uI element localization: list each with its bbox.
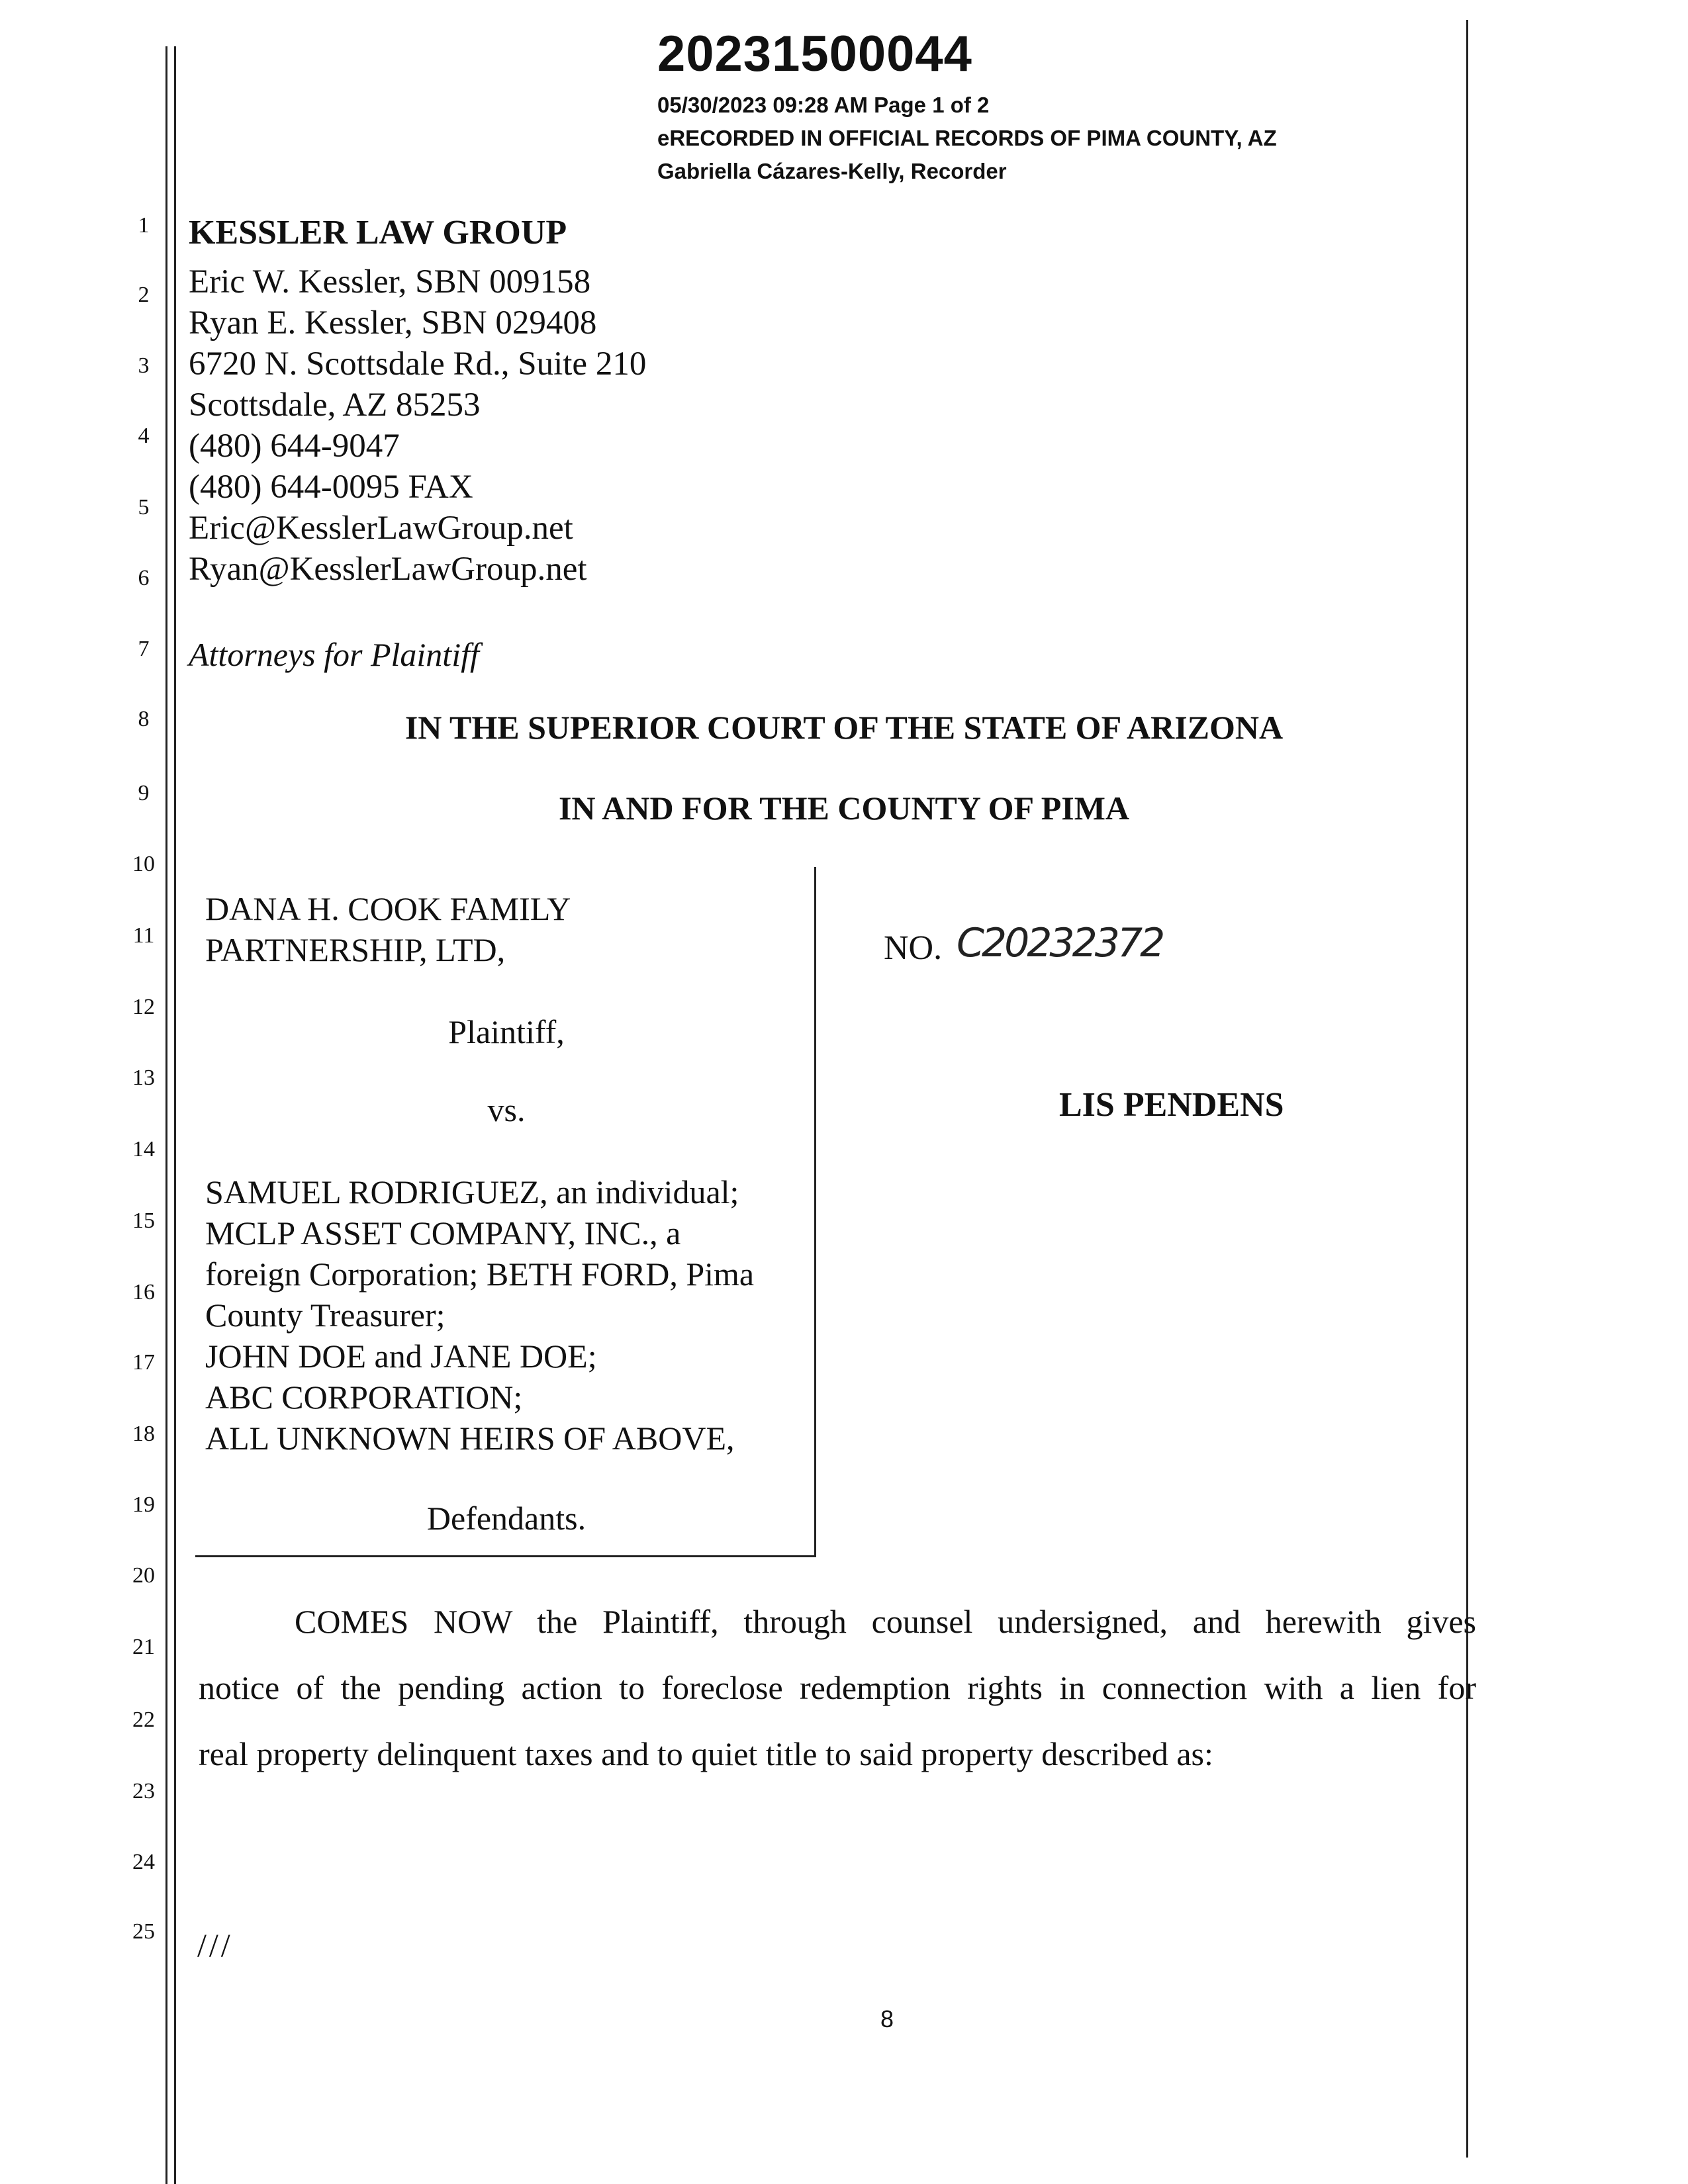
recorder-name: Gabriella Cázares-Kelly, Recorder [657, 159, 1007, 183]
left-margin-rule-outer [165, 46, 167, 2184]
line-number: 12 [132, 995, 155, 1019]
firm-name: KESSLER LAW GROUP [189, 214, 567, 251]
line-number: 13 [132, 1066, 155, 1090]
left-margin-rule-inner [174, 46, 176, 2184]
line-number: 20 [132, 1563, 155, 1588]
line-number: 15 [132, 1208, 155, 1233]
attorney-line: Eric W. Kessler, SBN 009158 [189, 263, 591, 300]
body-paragraph-line: notice of the pending action to foreclose redemption rights in connection with a lien for [199, 1669, 1476, 1706]
body-paragraph-line: COMES NOW the Plaintiff, through counsel undersigned, and herewith gives [295, 1603, 1476, 1640]
right-margin-rule [1466, 20, 1468, 2158]
line-number: 9 [138, 781, 150, 805]
line-number: 25 [132, 1919, 155, 1944]
court-county: IN AND FOR THE COUNTY OF PIMA [558, 790, 1130, 827]
line-number: 17 [132, 1350, 155, 1375]
line-number: 21 [132, 1635, 155, 1659]
attorney-role: Attorneys for Plaintiff [189, 636, 479, 673]
attorney-line: Ryan E. Kessler, SBN 029408 [189, 304, 597, 341]
line-number: 8 [138, 707, 150, 731]
line-number: 2 [138, 283, 150, 307]
attorney-email: Eric@KesslerLawGroup.net [189, 510, 573, 547]
caption-divider-vertical [814, 867, 816, 1557]
line-number: 14 [132, 1137, 155, 1161]
line-number: 4 [138, 424, 150, 448]
defendant-line: ALL UNKNOWN HEIRS OF ABOVE, [205, 1420, 735, 1457]
line-number: 6 [138, 566, 150, 590]
attorney-email: Ryan@KesslerLawGroup.net [189, 551, 587, 588]
case-number-label: NO. [884, 929, 943, 967]
caption-divider-horizontal [195, 1555, 816, 1557]
attorney-line: (480) 644-0095 FAX [189, 469, 473, 506]
line-number: 1 [138, 213, 150, 238]
body-paragraph-line: real property delinquent taxes and to quiet title to said property described as: [199, 1735, 1213, 1772]
line-number: 10 [132, 852, 155, 876]
line-number: 24 [132, 1850, 155, 1874]
recording-office: eRECORDED IN OFFICIAL RECORDS OF PIMA COUNTY, AZ [657, 126, 1277, 150]
plaintiff-name: DANA H. COOK FAMILY [205, 890, 571, 927]
defendant-line: County Treasurer; [205, 1297, 445, 1334]
plaintiff-name: PARTNERSHIP, LTD, [205, 931, 506, 968]
continuation-marker: /// [197, 1927, 233, 1964]
attorney-line: Scottsdale, AZ 85253 [189, 387, 481, 424]
line-number: 11 [132, 923, 155, 948]
page-number: 8 [880, 2005, 894, 2032]
attorney-line: (480) 644-9047 [189, 428, 400, 465]
line-number: 19 [132, 1492, 155, 1517]
plaintiff-label: Plaintiff, [448, 1013, 565, 1050]
line-number: 22 [132, 1707, 155, 1732]
defendant-line: SAMUEL RODRIGUEZ, an individual; [205, 1173, 739, 1210]
defendant-line: MCLP ASSET COMPANY, INC., a [205, 1214, 681, 1251]
defendant-line: foreign Corporation; BETH FORD, Pima [205, 1255, 755, 1293]
case-number-handwritten: C20232372 [957, 920, 1163, 966]
line-number: 23 [132, 1779, 155, 1803]
document-title: LIS PENDENS [1059, 1086, 1284, 1124]
recording-number: 20231500044 [657, 26, 972, 82]
court-title: IN THE SUPERIOR COURT OF THE STATE OF ARIZONA [404, 709, 1284, 746]
line-number: 5 [138, 495, 150, 520]
line-number: 3 [138, 353, 150, 378]
line-number: 16 [132, 1280, 155, 1304]
attorney-line: 6720 N. Scottsdale Rd., Suite 210 [189, 345, 647, 383]
versus-label: vs. [487, 1091, 526, 1128]
defendant-line: JOHN DOE and JANE DOE; [205, 1338, 597, 1375]
recording-datetime: 05/30/2023 09:28 AM Page 1 of 2 [657, 93, 990, 117]
line-number: 7 [138, 637, 150, 661]
defendant-line: ABC CORPORATION; [205, 1379, 523, 1416]
defendant-label: Defendants. [426, 1500, 586, 1537]
line-number: 18 [132, 1422, 155, 1446]
